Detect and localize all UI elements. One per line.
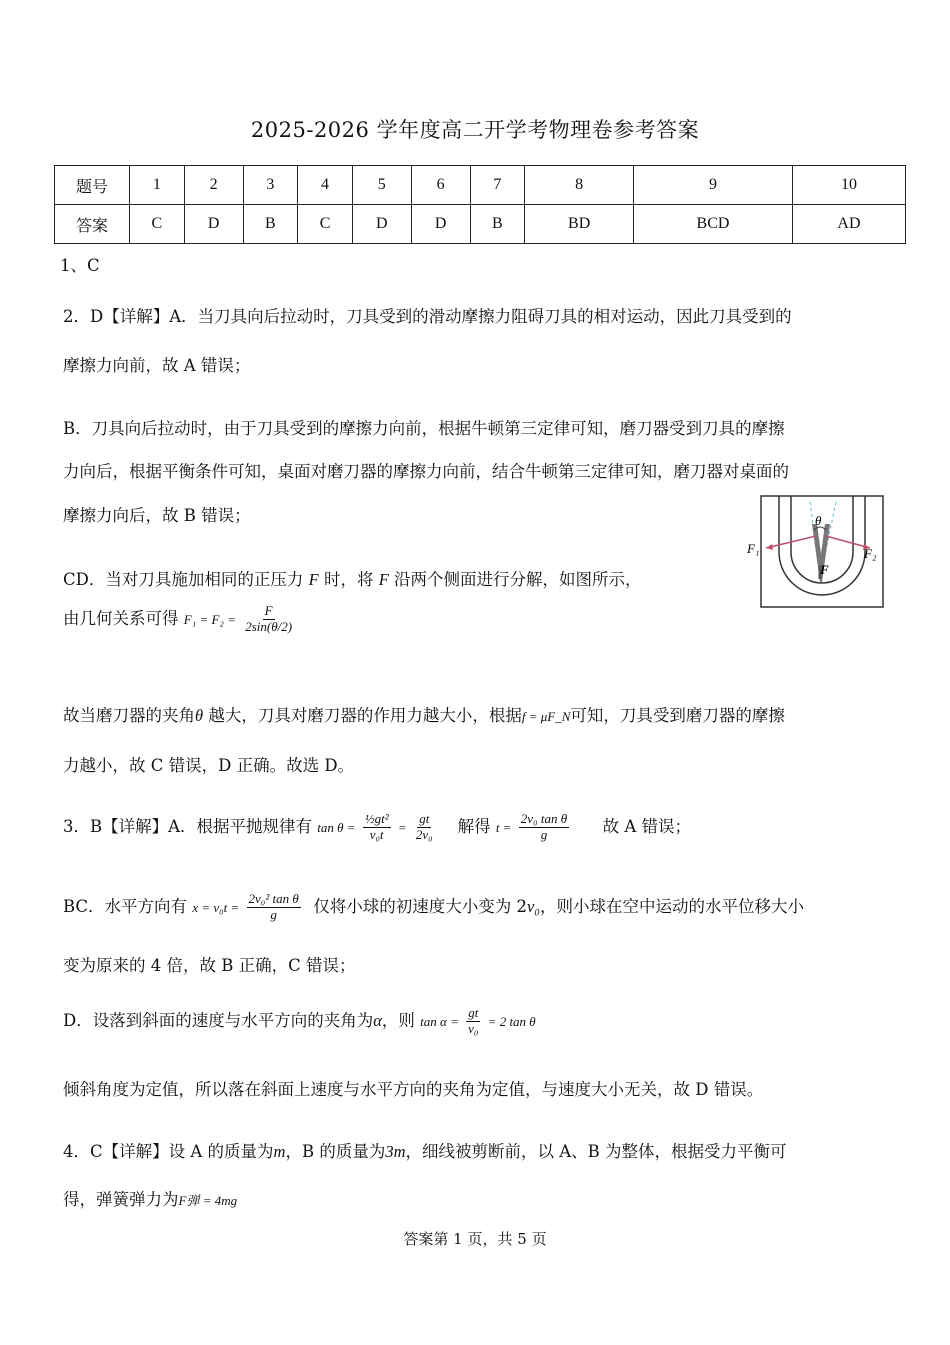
fraction	[247, 892, 301, 923]
table-cell: B	[470, 205, 525, 244]
table-cell: D	[411, 205, 470, 244]
text: 由几何关系可得	[63, 608, 179, 628]
table-row-answers	[55, 205, 906, 244]
label-F2: F₂	[864, 546, 877, 561]
table-cell: AD	[792, 205, 905, 244]
answer-4-line-b	[63, 1186, 237, 1210]
table-cell: D	[184, 205, 243, 244]
text: 故当磨刀器的夹角	[63, 706, 195, 725]
table-header-label: 题号	[55, 166, 130, 205]
table-cell: 6	[411, 166, 470, 205]
math-theta: θ	[195, 706, 204, 725]
denominator: v₀	[468, 1020, 479, 1036]
fraction	[519, 812, 569, 843]
text: 故 A 错误；	[602, 816, 691, 836]
answer-1: 1、C	[60, 256, 100, 275]
text: 解得	[457, 816, 491, 836]
text: 越大，刀具对磨刀器的作用力越大小，根据	[203, 706, 522, 725]
answer-3d-line-b: 倾斜角度为定值，所以落在斜面上速度与水平方向的夹角为定值，与速度大小无关，故 D 错误。	[63, 1080, 764, 1099]
table-cell: 2	[184, 166, 243, 205]
answer-3-line-a	[63, 812, 691, 843]
math-3m: 3m	[385, 1142, 406, 1161]
answer-2-line-b: 摩擦力向前，故 A 错误；	[63, 356, 251, 375]
table-cell: BD	[525, 205, 634, 244]
denominator: g	[540, 826, 548, 842]
math-F: F	[308, 570, 319, 589]
table-cell: 4	[298, 166, 353, 205]
table-cell: 7	[470, 166, 525, 205]
answer-2b-line-c: 摩擦力向后，故 B 错误；	[63, 506, 251, 525]
math-F: F	[378, 570, 389, 589]
answer-2cd-line-c	[63, 702, 785, 726]
answer-2cd-line-a	[63, 566, 642, 590]
text: ，则	[381, 1010, 415, 1030]
text: 仅将小球的初速度大小变为 2	[313, 896, 527, 916]
equals: =	[397, 819, 407, 835]
table-cell: BCD	[634, 205, 793, 244]
equation-alpha-rhs: = 2 tan θ	[487, 1013, 536, 1029]
equation-spring: F弹 = 4mg	[178, 1193, 238, 1208]
table-cell: C	[298, 205, 353, 244]
math-alpha: α	[373, 1010, 382, 1030]
force-diagram	[747, 494, 886, 610]
answer-2cd-line-b	[63, 604, 296, 635]
numerator: ½gt²	[364, 811, 389, 826]
table-cell: C	[130, 205, 185, 244]
table-cell: 10	[792, 166, 905, 205]
answer-2b-line-b: 力向后，根据平衡条件可知，桌面对磨刀器的摩擦力向前，结合牛顿第三定律可知，磨刀器对桌面的	[63, 462, 789, 481]
label-F: F	[820, 562, 829, 577]
label-F1: F₁	[747, 541, 760, 556]
denominator: 2v₀	[415, 826, 433, 842]
math-m: m	[273, 1142, 286, 1161]
equation-F1F2: F₁ = F₂ =	[183, 611, 236, 627]
fraction	[363, 812, 391, 843]
numerator: gt	[468, 1005, 479, 1020]
text: 沿两个侧面进行分解，如图所示，	[388, 570, 642, 589]
equation-alpha: tan α =	[420, 1013, 459, 1029]
answer-4-line-a	[63, 1138, 787, 1162]
text: 可知，刀具受到磨刀器的摩擦	[570, 706, 785, 725]
text: ，细线被剪断前，以 A、B 为整体，根据受力平衡可	[405, 1142, 787, 1161]
table-cell: 9	[634, 166, 793, 205]
fraction	[414, 812, 435, 843]
text: ，则小球在空中运动的水平位移大小	[540, 896, 805, 916]
numerator: F	[264, 603, 273, 618]
text: BC．水平方向有	[63, 896, 188, 916]
math-v0: v₀	[526, 896, 541, 916]
text: ，B 的质量为	[285, 1142, 386, 1161]
text: D．设落到斜面的速度与水平方向的夹角为	[63, 1010, 374, 1030]
answer-table	[54, 165, 906, 244]
answer-3bc-line-a	[63, 892, 804, 923]
text: 4．C【详解】设 A 的质量为	[63, 1142, 274, 1161]
equation-t: t =	[495, 819, 512, 835]
answer-2-line-a: 2．D【详解】A．当刀具向后拉动时，刀具受到的滑动摩擦力阻碍刀具的相对运动，因此刀具受到的	[63, 307, 792, 326]
answer-3bc-line-b: 变为原来的 4 倍，故 B 正确，C 错误；	[63, 956, 356, 975]
equation-friction: f = μF_N	[521, 709, 571, 724]
table-cell: 8	[525, 166, 634, 205]
numerator: gt	[419, 811, 430, 826]
table-cell: D	[352, 205, 411, 244]
denominator: v₀t	[369, 826, 384, 842]
table-answer-label: 答案	[55, 205, 130, 244]
equation-x: x = v₀t =	[192, 899, 240, 915]
page-footer: 答案第 1 页，共 5 页	[403, 1230, 547, 1248]
table-cell: 1	[130, 166, 185, 205]
table-row-numbers	[55, 166, 906, 205]
fraction	[466, 1006, 480, 1037]
denominator: 2sin(θ/2)	[245, 618, 293, 634]
denominator: g	[270, 906, 277, 922]
text: CD．当对刀具施加相同的正压力	[63, 570, 309, 589]
page-title: 2025-2026 学年度高二开学考物理卷参考答案	[250, 118, 700, 142]
answer-2cd-line-d: 力越小，故 C 错误，D 正确。故选 D。	[63, 756, 355, 775]
equation-tan: tan θ =	[317, 819, 356, 835]
fraction	[243, 604, 294, 635]
answer-3d-line-a	[63, 1006, 536, 1037]
answer-2b-line-a: B．刀具向后拉动时，由于刀具受到的摩擦力向前，根据牛顿第三定律可知，磨刀器受到刀具的摩擦	[63, 419, 785, 438]
text: 得，弹簧弹力为	[63, 1190, 179, 1209]
numerator: 2v₀ tan θ	[520, 811, 568, 826]
table-cell: 5	[352, 166, 411, 205]
label-theta: θ	[815, 513, 822, 528]
table-cell: B	[243, 205, 298, 244]
table-cell: 3	[243, 166, 298, 205]
numerator: 2v₀² tan θ	[248, 891, 299, 906]
text: 3．B【详解】A．根据平抛规律有	[63, 816, 313, 836]
text: 时，将	[318, 570, 379, 589]
